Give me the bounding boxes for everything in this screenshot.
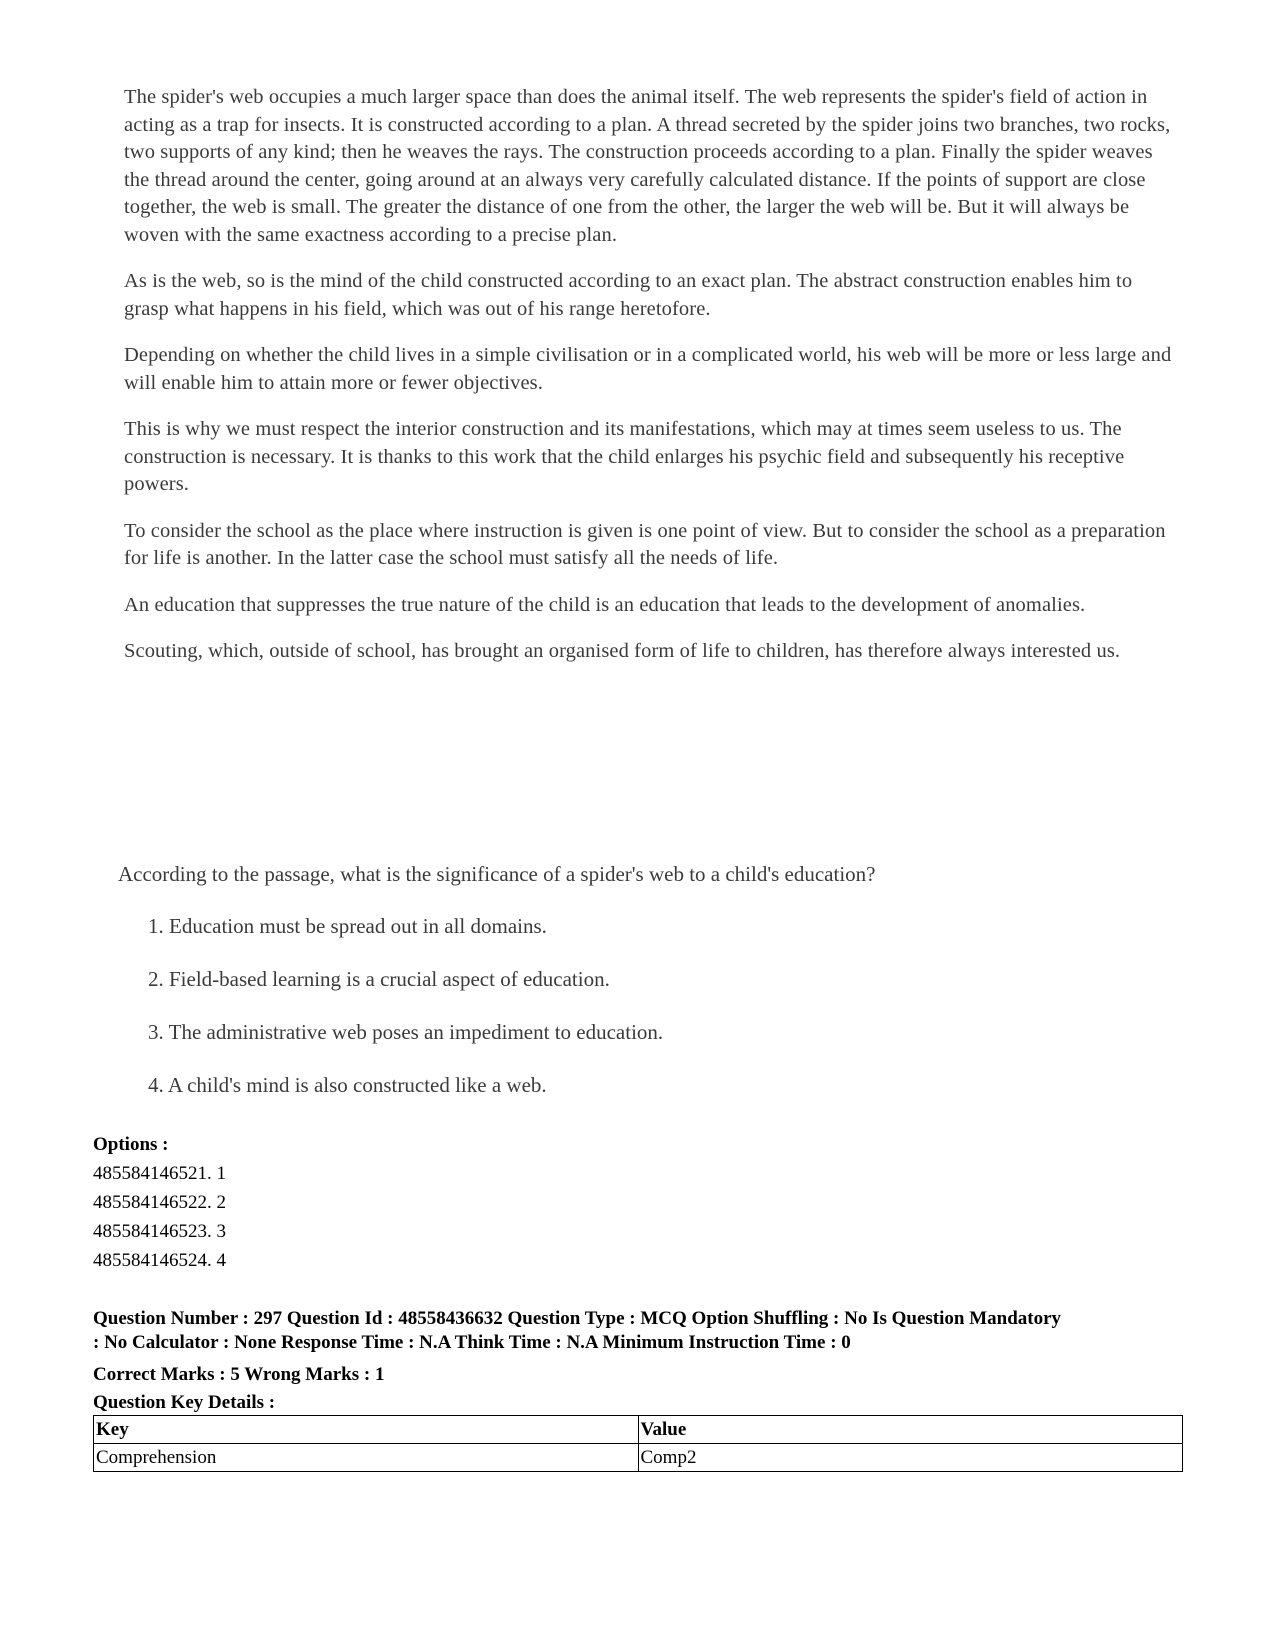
choice-item: 1. Education must be spread out in all domains. bbox=[148, 914, 547, 938]
marks-line: Correct Marks : 5 Wrong Marks : 1 bbox=[93, 1364, 385, 1385]
question-meta-line: : No Calculator : None Response Time : N.A Think Time : N.A Minimum Instruction Time : 0 bbox=[93, 1332, 851, 1353]
choice-item: 2. Field-based learning is a crucial aspect of education. bbox=[148, 967, 610, 991]
passage-paragraph: To consider the school as the place where instruction is given is one point of view. But to consider the school as a preparation for life is another. In the latter case the school must satisfy all the needs of life. bbox=[124, 519, 1166, 569]
passage-paragraph: As is the web, so is the mind of the child constructed according to an exact plan. The abstract construction enables him to grasp what happens in his field, which was out of his range heretofore. bbox=[124, 270, 1133, 320]
question-key-table bbox=[93, 1415, 1183, 1472]
passage-paragraph: This is why we must respect the interior construction and its manifestations, which may at times seem useless to us. The construction is necessary. It is thanks to this work that the child enlarges his psychic field and subsequently his receptive powers. bbox=[124, 418, 1125, 495]
option-id-item: 485584146524. 4 bbox=[93, 1250, 226, 1271]
table-header-row bbox=[94, 1416, 1183, 1444]
key-details-label: Question Key Details : bbox=[93, 1392, 276, 1413]
options-label: Options : bbox=[93, 1134, 169, 1155]
table-cell-value: Comp2 bbox=[638, 1444, 1183, 1472]
question-meta bbox=[93, 1307, 1183, 1415]
option-id-item: 485584146521. 1 bbox=[93, 1163, 226, 1184]
passage-paragraph: The spider's web occupies a much larger space than does the animal itself. The web represents the spider's field of action in acting as a trap for insects. It is constructed according to a plan. A thread secreted by the spider joins two branches, two rocks, two supports of any kind; then he weaves the rays. The construction proceeds according to a plan. Finally the spider weaves the thread around the center, going around at an always very carefully calculated distance. If the points of support are close together, the web is small. The greater the distance of one from the other, the larger the web will be. But it will always be woven with the same exactness according to a precise plan. bbox=[124, 86, 1171, 246]
option-id-item: 485584146522. 2 bbox=[93, 1192, 226, 1213]
options-section bbox=[93, 1130, 226, 1275]
passage-paragraph: Depending on whether the child lives in a simple civilisation or in a complicated world, his web will be more or less large and will enable him to attain more or fewer objectives. bbox=[124, 344, 1172, 394]
question-meta-line: Question Number : 297 Question Id : 48558436632 Question Type : MCQ Option Shuffling : No Is Question Mandatory bbox=[93, 1308, 1062, 1329]
table-header-value: Value bbox=[638, 1416, 1183, 1444]
passage-paragraph: Scouting, which, outside of school, has brought an organised form of life to children, has therefore always interested us. bbox=[124, 640, 1121, 662]
passage-image bbox=[112, 84, 1182, 685]
table-header-key: Key bbox=[94, 1416, 639, 1444]
choice-item: 3. The administrative web poses an impediment to education. bbox=[148, 1020, 664, 1044]
table-row bbox=[94, 1444, 1183, 1472]
passage-paragraph: An education that suppresses the true nature of the child is an education that leads to the development of anomalies. bbox=[124, 593, 1086, 616]
table-cell-key: Comprehension bbox=[94, 1444, 639, 1472]
choice-item: 4. A child's mind is also constructed like a web. bbox=[148, 1073, 547, 1097]
question-text: According to the passage, what is the significance of a spider's web to a child's education? bbox=[118, 862, 876, 886]
question-block bbox=[118, 860, 1168, 1124]
choice-list bbox=[118, 912, 1168, 1099]
option-id-item: 485584146523. 3 bbox=[93, 1221, 226, 1242]
